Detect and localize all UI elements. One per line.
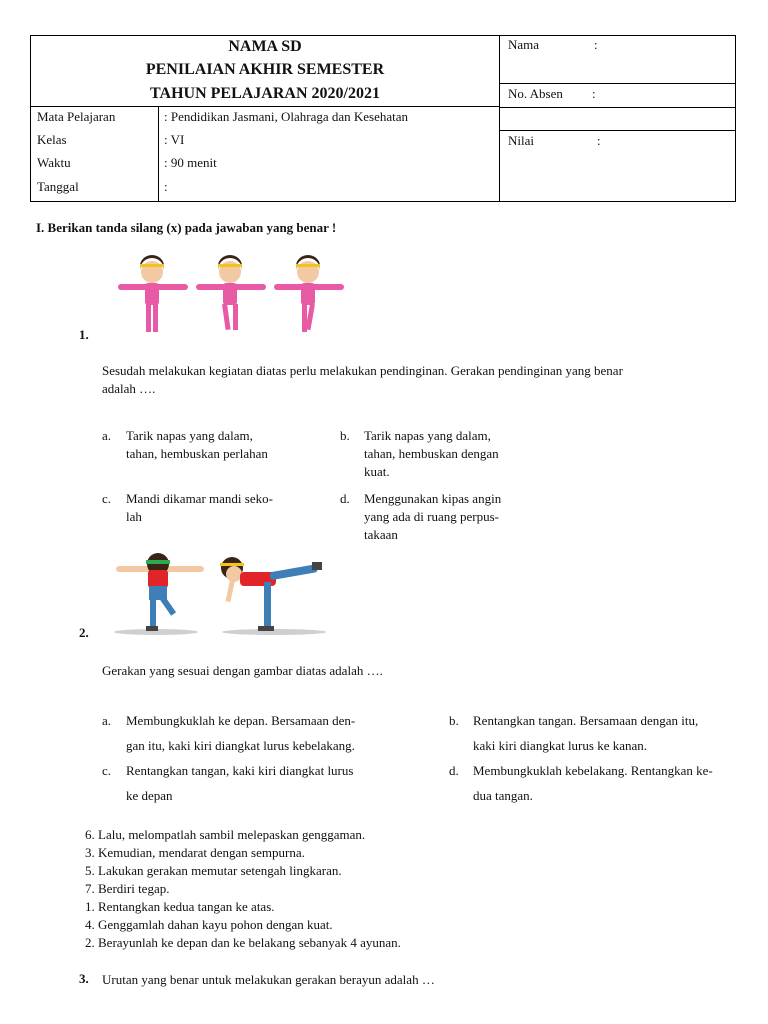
time-label: Waktu [37, 155, 71, 170]
nilai-colon: : [597, 133, 601, 148]
q1-number: 1. [79, 327, 89, 342]
absen-label: No. Absen [508, 86, 563, 101]
header-rule [30, 106, 500, 107]
nilai-label: Nilai [508, 133, 534, 148]
q3-text: Urutan yang benar untuk melakukan gerakan berayun adalah … [102, 972, 435, 987]
option-letter: a. [102, 428, 112, 443]
option-line: takaan [364, 527, 398, 542]
q2-figure [112, 550, 332, 640]
q1-text-line1: Sesudah melakukan kegiatan diatas perlu melakukan pendinginan. Gerakan pendinginan yang benar [102, 363, 623, 378]
step-item: 4. Genggamlah dahan kayu pohon dengan kuat. [85, 917, 333, 932]
option-line: Membungkuklah kebelakang. Rentangkan ke- [473, 763, 713, 778]
header-rule [499, 83, 736, 84]
option-line: Mandi dikamar mandi seko- [126, 491, 273, 506]
school-year: TAHUN PELAJARAN 2020/2021 [150, 85, 380, 102]
q2-text: Gerakan yang sesuai dengan gambar diatas adalah …. [102, 663, 383, 678]
option-line: dua tangan. [473, 788, 533, 803]
step-item: 2. Berayunlah ke depan dan ke belakang sebanyak 4 ayunan. [85, 935, 401, 950]
class-value: : VI [164, 132, 185, 147]
time-value: : 90 menit [164, 155, 217, 170]
subject-value: : Pendidikan Jasmani, Olahraga dan Kesehatan [164, 109, 409, 124]
boy-balance [116, 553, 204, 631]
exam-title: PENILAIAN AKHIR SEMESTER [145, 61, 385, 78]
option-letter: d. [340, 491, 350, 506]
option-line: kaki kiri diangkat lurus ke kanan. [473, 738, 648, 753]
option-letter: b. [449, 713, 459, 728]
step-item: 1. Rentangkan kedua tangan ke atas. [85, 899, 275, 914]
option-letter: c. [102, 763, 112, 778]
step-item: 5. Lakukan gerakan memutar setengah lingkaran. [85, 863, 342, 878]
option-letter: a. [102, 713, 112, 728]
nama-label: Nama [508, 37, 540, 52]
q3-number: 3. [79, 971, 89, 986]
subject-label: Mata Pelajaran [37, 109, 116, 124]
step-item: 3. Kemudian, mendarat dengan sempurna. [85, 845, 305, 860]
q2-number: 2. [79, 625, 89, 640]
date-label: Tanggal [37, 179, 79, 194]
class-label: Kelas [37, 132, 67, 147]
girl-stretch-3 [274, 255, 344, 332]
option-line: Menggunakan kipas angin [364, 491, 502, 506]
q1-text-line2: adalah …. [102, 381, 156, 396]
option-line: lah [126, 509, 142, 524]
nama-colon: : [594, 37, 598, 52]
option-letter: b. [340, 428, 350, 443]
q1-figure [112, 254, 352, 340]
header-rule [499, 107, 736, 108]
school-name: NAMA SD [228, 38, 302, 55]
option-line: ke depan [126, 788, 173, 803]
option-line: Tarik napas yang dalam, [364, 428, 491, 443]
option-letter: c. [102, 491, 112, 506]
section-title: I. Berikan tanda silang (x) pada jawaban yang benar ! [36, 220, 337, 235]
absen-colon: : [592, 86, 596, 101]
header-divider [158, 106, 159, 202]
option-line: Rentangkan tangan, kaki kiri diangkat lurus [126, 763, 354, 778]
step-item: 6. Lalu, melompatlah sambil melepaskan genggaman. [85, 827, 366, 842]
girl-stretch-1 [118, 255, 188, 332]
option-line: Rentangkan tangan. Bersamaan dengan itu, [473, 713, 699, 728]
girl-balance [220, 557, 322, 631]
option-line: Tarik napas yang dalam, [126, 428, 253, 443]
option-line: tahan, hembuskan perlahan [126, 446, 268, 461]
step-item: 7. Berdiri tegap. [85, 881, 170, 896]
option-line: tahan, hembuskan dengan [364, 446, 499, 461]
girl-stretch-2 [196, 255, 266, 330]
header-rule [499, 130, 736, 131]
date-value: : [164, 179, 168, 194]
option-line: kuat. [364, 464, 390, 479]
option-letter: d. [449, 763, 459, 778]
option-line: Membungkuklah ke depan. Bersamaan den- [126, 713, 356, 728]
option-line: gan itu, kaki kiri diangkat lurus kebelakang. [126, 738, 355, 753]
option-line: yang ada di ruang perpus- [364, 509, 500, 524]
